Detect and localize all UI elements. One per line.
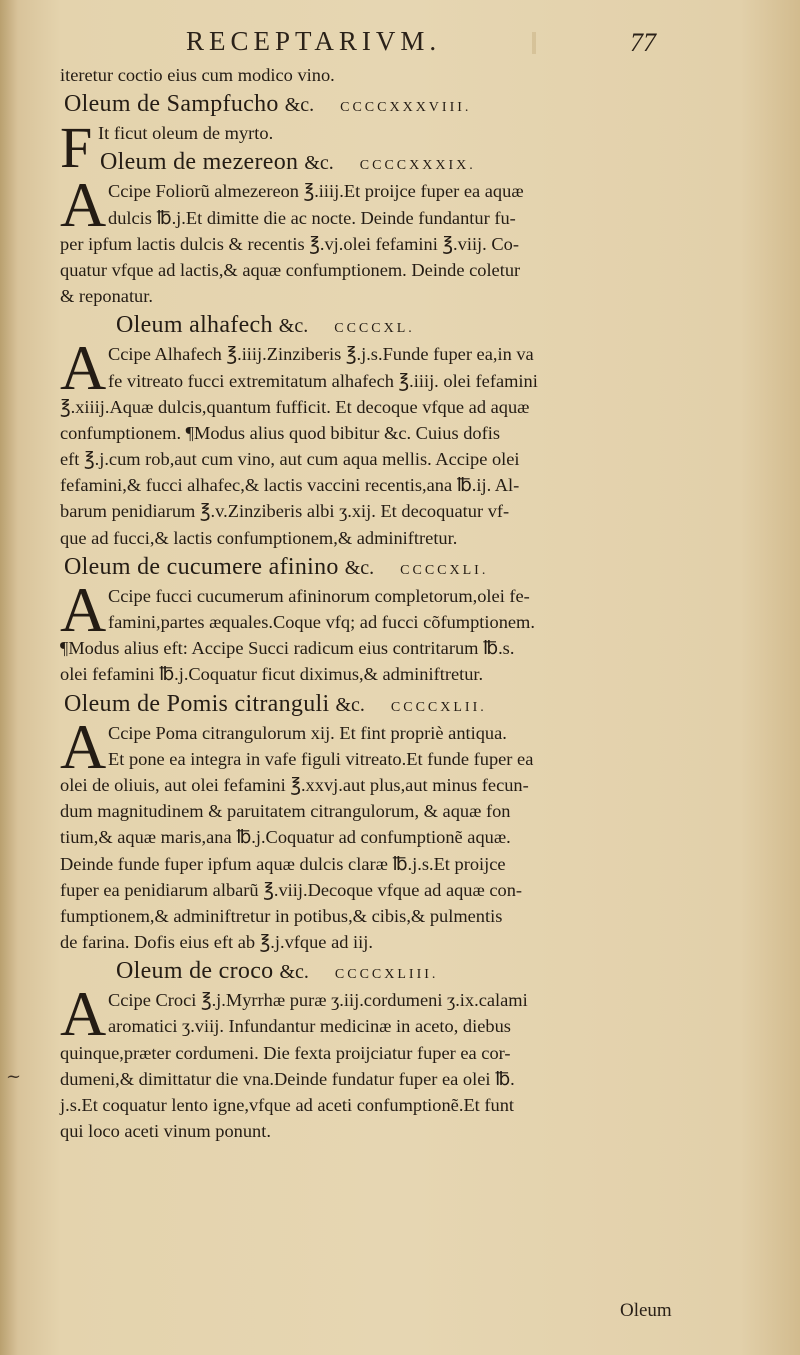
- text-line: Deinde funde fuper ipfum aquæ dulcis claræ ℔.j.s.Et proijce: [60, 853, 506, 874]
- text-line: dumeni,& dimittatur die vna.Deinde fundatur fuper ea olei ℔.: [60, 1068, 515, 1089]
- section-heading: [60, 551, 760, 583]
- text-line: olei de oliuis, aut olei fefamini ℥.xxvj.aut plus,aut minus fecun-: [60, 774, 529, 795]
- drop-cap: A: [60, 978, 107, 1050]
- text-line: fefamini,& fucci alhafec,& lactis vaccini recentis,ana ℔.ij. Al-: [60, 475, 520, 496]
- heading-number: CCCCXLII.: [390, 699, 487, 715]
- drop-cap: F: [60, 115, 93, 181]
- heading-number: CCCCXLI.: [400, 562, 489, 578]
- section-heading: [60, 688, 760, 720]
- section-heading: [60, 88, 760, 120]
- text-line: j.s.Et coquatur lento igne,vfque ad aceti confumptionẽ.Et funt: [60, 1095, 515, 1115]
- page-header: [0, 26, 800, 66]
- text-line: aromatici ʒ.viij. Infundantur medicinæ in aceto, diebus: [108, 1016, 511, 1037]
- drop-cap: A: [60, 573, 107, 645]
- margin-mark: ~: [6, 1066, 22, 1087]
- text-line: tium,& aquæ maris,ana ℔.j.Coquatur ad confumptionẽ aquæ.: [60, 827, 511, 848]
- text-line: confumptionem. ¶Modus alius quod bibitur &c. Cuius dofis: [60, 422, 500, 443]
- text-block: [60, 62, 760, 1144]
- heading-title: Oleum de mezereon: [100, 149, 299, 176]
- text-line: iteretur coctio eius cum modico vino.: [60, 65, 335, 85]
- heading-etc: &c.: [344, 556, 375, 579]
- section-heading: [60, 309, 760, 341]
- text-line: dulcis ℔.j.Et dimitte die ac nocte. Deinde fundantur fu-: [108, 207, 516, 228]
- text-line: dum magnitudinem & paruitatem citrangulorum, & aquæ fon: [60, 801, 511, 822]
- heading-number: CCCCXXXVIII.: [340, 100, 472, 116]
- drop-cap: A: [60, 710, 107, 782]
- heading-title: Oleum de croco: [116, 958, 274, 985]
- text-line-content: Ccipe Croci ℥.j.Myrrhæ puræ ʒ.iij.cordumeni ʒ.ix.calami: [108, 990, 528, 1011]
- heading-etc: &c.: [335, 693, 365, 716]
- section-heading: [60, 146, 760, 178]
- heading-number: CCCCXLIII.: [334, 967, 439, 983]
- text-line: eft ℥.j.cum rob,aut cum vino, aut cum aqua mellis. Accipe olei: [60, 449, 520, 470]
- text-line: fuper ea penidiarum albarũ ℥.viij.Decoque vfque ad aquæ con-: [60, 879, 523, 900]
- text-line: qui loco aceti vinum ponunt.: [60, 1121, 271, 1142]
- text-line: olei fefamini ℔.j.Coquatur ficut diximus,& adminiftretur.: [60, 664, 484, 685]
- text-line: per ipfum lactis dulcis & recentis ℥.vj.olei fefamini ℥.viij. Co-: [60, 233, 519, 254]
- text-line: quinque,præter cordumeni. Die fexta proijciatur fuper ea cor-: [60, 1042, 511, 1063]
- text-line: Et pone ea integra in vafe figuli vitreato.Et funde fuper ea: [108, 748, 534, 769]
- text-line-content: Ccipe Foliorũ almezereon ℥.iiij.Et proijce fuper ea aquæ: [108, 181, 524, 202]
- text-line: fe vitreato fucci extremitatum alhafech ℥.iiij. olei fefamini: [108, 370, 538, 391]
- drop-cap: A: [60, 332, 107, 404]
- text-line-content: It ficut oleum de myrto.: [98, 123, 274, 144]
- heading-etc: &c.: [284, 94, 315, 117]
- text-line: de farina. Dofis eius eft ab ℥.j.vfque ad iij.: [60, 932, 373, 953]
- text-line: ℥.xiiij.Aquæ dulcis,quantum fufficit. Et decoque vfque ad aquæ: [60, 396, 530, 417]
- text-line: ¶Modus alius eft: Accipe Succi radicum eius contritarum ℔.s.: [60, 638, 515, 659]
- running-head: RECEPTARIVM.: [186, 26, 442, 56]
- text-line: fumptionem,& adminiftretur in potibus,& cibis,& pulmentis: [60, 905, 503, 926]
- drop-cap: A: [60, 169, 107, 241]
- heading-title: Oleum alhafech: [116, 312, 273, 339]
- catchword: Oleum: [620, 1300, 672, 1321]
- heading-number: CCCCXL.: [334, 321, 415, 337]
- page-number: 77: [630, 28, 656, 57]
- heading-etc: &c.: [279, 961, 309, 984]
- heading-title: Oleum de Sampfucho: [64, 91, 279, 118]
- text-line: quatur vfque ad lactis,& aquæ confumptionem. Deinde coletur: [60, 259, 521, 280]
- text-line-content: Ccipe Alhafech ℥.iiij.Zinziberis ℥.j.s.Funde fuper ea,in va: [108, 344, 534, 365]
- heading-title: Oleum de cucumere afinino: [64, 553, 339, 580]
- text-line: barum penidiarum ℥.v.Zinziberis albi ʒ.xij. Et decoquatur vf-: [60, 501, 510, 522]
- text-line-content: Ccipe fucci cucumerum afininorum completorum,olei fe-: [108, 585, 530, 606]
- text-line-content: Ccipe Poma citrangulorum xij. Et fint propriè antiqua.: [108, 722, 507, 743]
- heading-title: Oleum de Pomis citranguli: [64, 690, 330, 717]
- heading-number: CCCCXXXIX.: [359, 158, 476, 174]
- text-line: que ad fucci,& lactis confumptionem,& adminiftretur.: [60, 527, 458, 548]
- heading-etc: &c.: [278, 315, 309, 338]
- heading-etc: &c.: [304, 152, 334, 175]
- text-line: & reponatur.: [60, 286, 153, 307]
- section-heading: [60, 955, 760, 987]
- text-line: famini,partes æquales.Coque vfq; ad fucci cõfumptionem.: [108, 612, 535, 632]
